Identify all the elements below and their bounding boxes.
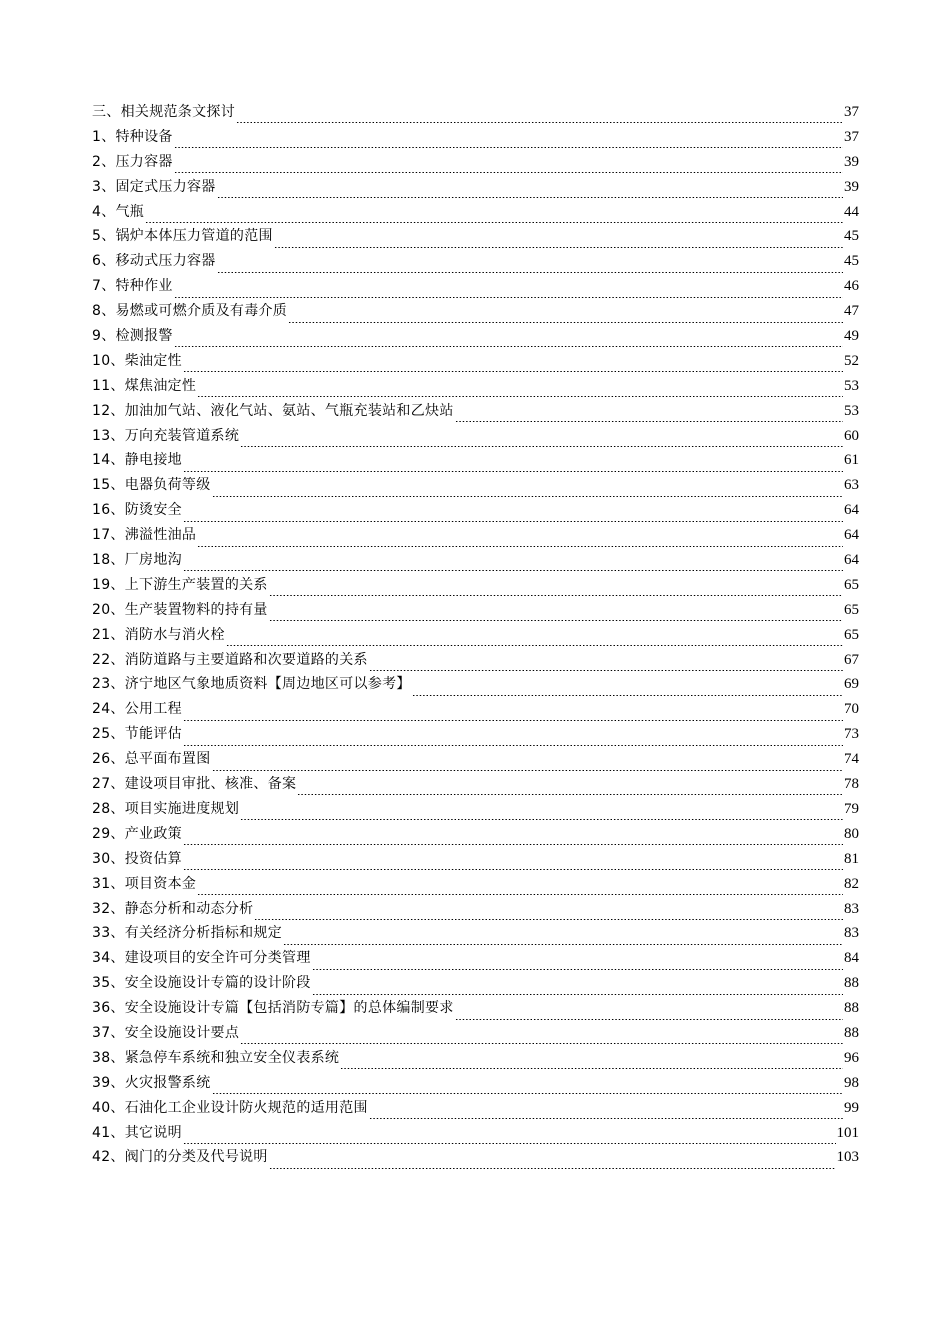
toc-entry-title: 2、压力容器 xyxy=(92,153,173,170)
toc-dot-leader xyxy=(183,708,843,722)
toc-entry-title: 12、加油加气站、液化气站、氨站、气瓶充装站和乙炔站 xyxy=(92,402,454,419)
toc-entry[interactable] xyxy=(92,648,859,673)
toc-entry[interactable] xyxy=(92,623,859,648)
toc-entry-page-number: 88 xyxy=(844,1024,859,1041)
toc-entry[interactable] xyxy=(92,847,859,872)
toc-entry-page-number: 81 xyxy=(844,850,859,867)
toc-entry-page-number: 88 xyxy=(844,975,859,992)
toc-entry-page-number: 78 xyxy=(844,776,859,793)
toc-dot-leader xyxy=(269,608,843,622)
toc-entry-title: 24、公用工程 xyxy=(92,701,182,718)
toc-entry-title: 15、电器负荷等级 xyxy=(92,477,211,494)
toc-dot-leader xyxy=(197,384,843,398)
toc-entry-page-number: 49 xyxy=(844,328,859,345)
toc-entry[interactable] xyxy=(92,1071,859,1096)
toc-entry-page-number: 53 xyxy=(844,377,859,394)
toc-dot-leader xyxy=(183,733,843,747)
toc-dot-leader xyxy=(455,409,843,423)
toc-entry-title: 31、项目资本金 xyxy=(92,875,197,892)
toc-dot-leader xyxy=(269,583,843,597)
toc-entry[interactable] xyxy=(92,548,859,573)
toc-entry-title: 9、检测报警 xyxy=(92,328,173,345)
toc-entry-title: 22、消防道路与主要道路和次要道路的关系 xyxy=(92,651,368,668)
toc-entry-page-number: 70 xyxy=(844,701,859,718)
toc-dot-leader xyxy=(283,932,843,946)
toc-dot-leader xyxy=(183,558,843,572)
toc-entry[interactable] xyxy=(92,523,859,548)
toc-entry-title: 三、相关规范条文探讨 xyxy=(92,104,235,120)
toc-entry-page-number: 45 xyxy=(844,228,859,245)
toc-dot-leader xyxy=(274,235,843,249)
toc-entry-title: 14、静电接地 xyxy=(92,452,182,469)
toc-entry[interactable] xyxy=(92,175,859,200)
toc-entry-page-number: 37 xyxy=(844,128,859,145)
toc-dot-leader xyxy=(174,135,843,149)
toc-entry-title: 38、紧急停车系统和独立安全仪表系统 xyxy=(92,1049,340,1066)
toc-entry-page-number: 65 xyxy=(844,601,859,618)
toc-entry-title: 7、特种作业 xyxy=(92,278,173,295)
toc-entry[interactable] xyxy=(92,374,859,399)
toc-entry-page-number: 96 xyxy=(844,1049,859,1066)
toc-entry-page-number: 64 xyxy=(844,527,859,544)
toc-entry[interactable] xyxy=(92,747,859,772)
toc-entry-title: 10、柴油定性 xyxy=(92,352,182,369)
toc-entry[interactable] xyxy=(92,872,859,897)
toc-entry[interactable] xyxy=(92,125,859,150)
toc-entry-page-number: 67 xyxy=(844,651,859,668)
toc-dot-leader xyxy=(412,683,843,697)
toc-dot-leader xyxy=(197,882,843,896)
toc-dot-leader xyxy=(269,1156,836,1170)
toc-entry-page-number: 46 xyxy=(844,278,859,295)
toc-dot-leader xyxy=(236,110,843,124)
toc-dot-leader xyxy=(183,459,843,473)
toc-entry-title: 1、特种设备 xyxy=(92,128,173,145)
toc-entry-title: 18、厂房地沟 xyxy=(92,552,182,569)
toc-dot-leader xyxy=(217,260,843,274)
toc-entry-page-number: 99 xyxy=(844,1099,859,1116)
toc-entry[interactable] xyxy=(92,573,859,598)
toc-entry-page-number: 69 xyxy=(844,676,859,693)
toc-entry-page-number: 39 xyxy=(844,153,859,170)
toc-entry-page-number: 61 xyxy=(844,452,859,469)
toc-dot-leader xyxy=(183,857,843,871)
toc-entry-page-number: 83 xyxy=(844,925,859,942)
toc-dot-leader xyxy=(212,1081,843,1095)
toc-entry[interactable] xyxy=(92,274,859,299)
toc-dot-leader xyxy=(183,832,843,846)
toc-entry-page-number: 82 xyxy=(844,875,859,892)
toc-entry-page-number: 64 xyxy=(844,552,859,569)
toc-entry-title: 39、火灾报警系统 xyxy=(92,1074,211,1091)
toc-entry[interactable] xyxy=(92,1096,859,1121)
toc-dot-leader xyxy=(226,633,843,647)
toc-entry-title: 5、锅炉本体压力管道的范围 xyxy=(92,228,273,245)
toc-dot-leader xyxy=(369,1106,843,1120)
toc-dot-leader xyxy=(174,160,843,174)
table-of-contents xyxy=(92,100,859,1170)
toc-entry-title: 42、阀门的分类及代号说明 xyxy=(92,1149,268,1166)
toc-dot-leader xyxy=(183,1131,836,1145)
toc-entry-title: 21、消防水与消火栓 xyxy=(92,626,225,643)
toc-entry[interactable] xyxy=(92,598,859,623)
toc-entry-page-number: 65 xyxy=(844,626,859,643)
toc-entry[interactable] xyxy=(92,249,859,274)
toc-entry-title: 37、安全设施设计要点 xyxy=(92,1024,240,1041)
toc-dot-leader xyxy=(340,1056,843,1070)
toc-entry[interactable] xyxy=(92,722,859,747)
toc-dot-leader xyxy=(174,334,843,348)
toc-entry[interactable] xyxy=(92,349,859,374)
toc-entry-page-number: 74 xyxy=(844,751,859,768)
toc-entry[interactable] xyxy=(92,1145,859,1170)
toc-entry-title: 23、济宁地区气象地质资料【周边地区可以参考】 xyxy=(92,676,411,693)
toc-entry-title: 41、其它说明 xyxy=(92,1124,182,1141)
toc-entry[interactable] xyxy=(92,1121,859,1146)
toc-entry-title: 6、移动式压力容器 xyxy=(92,253,216,270)
toc-entry[interactable] xyxy=(92,897,859,922)
toc-dot-leader xyxy=(240,434,843,448)
toc-entry[interactable] xyxy=(92,424,859,449)
toc-entry-title: 27、建设项目审批、核准、备案 xyxy=(92,776,297,793)
toc-entry[interactable] xyxy=(92,150,859,175)
toc-dot-leader xyxy=(240,1031,843,1045)
toc-entry-page-number: 47 xyxy=(844,303,859,320)
toc-dot-leader xyxy=(145,210,843,224)
toc-entry[interactable] xyxy=(92,473,859,498)
toc-entry-page-number: 98 xyxy=(844,1074,859,1091)
toc-entry[interactable] xyxy=(92,797,859,822)
toc-entry-title: 16、防烫安全 xyxy=(92,502,182,519)
toc-entry[interactable] xyxy=(92,946,859,971)
toc-entry[interactable] xyxy=(92,1046,859,1071)
toc-dot-leader xyxy=(183,359,843,373)
toc-dot-leader xyxy=(217,185,843,199)
toc-entry[interactable] xyxy=(92,921,859,946)
toc-entry-title: 32、静态分析和动态分析 xyxy=(92,900,254,917)
toc-entry[interactable] xyxy=(92,697,859,722)
toc-entry[interactable] xyxy=(92,299,859,324)
toc-entry-page-number: 79 xyxy=(844,800,859,817)
toc-entry[interactable] xyxy=(92,996,859,1021)
toc-entry-page-number: 37 xyxy=(844,104,859,120)
toc-entry-title: 3、固定式压力容器 xyxy=(92,178,216,195)
toc-entry-page-number: 45 xyxy=(844,253,859,270)
toc-dot-leader xyxy=(197,534,843,548)
toc-entry[interactable] xyxy=(92,324,859,349)
toc-entry-title: 4、气瓶 xyxy=(92,203,145,220)
toc-entry-page-number: 39 xyxy=(844,178,859,195)
toc-entry-title: 13、万向充装管道系统 xyxy=(92,427,240,444)
toc-entry-title: 40、石油化工企业设计防火规范的适用范围 xyxy=(92,1099,368,1116)
toc-dot-leader xyxy=(312,957,843,971)
toc-entry-title: 19、上下游生产装置的关系 xyxy=(92,576,268,593)
toc-entry[interactable] xyxy=(92,200,859,225)
toc-entry-title: 29、产业政策 xyxy=(92,825,182,842)
toc-dot-leader xyxy=(212,484,843,498)
toc-dot-leader xyxy=(455,1007,843,1021)
toc-entry-title: 36、安全设施设计专篇【包括消防专篇】的总体编制要求 xyxy=(92,1000,454,1017)
toc-entry-title: 17、沸溢性油品 xyxy=(92,527,197,544)
toc-entry-page-number: 101 xyxy=(836,1124,859,1141)
toc-entry-page-number: 60 xyxy=(844,427,859,444)
toc-entry-page-number: 44 xyxy=(844,203,859,220)
toc-entry-title: 30、投资估算 xyxy=(92,850,182,867)
toc-entry[interactable] xyxy=(92,448,859,473)
toc-entry-page-number: 73 xyxy=(844,726,859,743)
toc-dot-leader xyxy=(369,658,843,672)
toc-entry[interactable] xyxy=(92,971,859,996)
toc-entry[interactable] xyxy=(92,100,859,125)
toc-entry-page-number: 63 xyxy=(844,477,859,494)
toc-entry[interactable] xyxy=(92,224,859,249)
toc-entry-page-number: 80 xyxy=(844,825,859,842)
toc-dot-leader xyxy=(297,782,843,796)
toc-entry-title: 34、建设项目的安全许可分类管理 xyxy=(92,950,311,967)
toc-entry-title: 11、煤焦油定性 xyxy=(92,377,197,394)
toc-dot-leader xyxy=(288,310,843,324)
toc-entry[interactable] xyxy=(92,672,859,697)
toc-dot-leader xyxy=(312,982,843,996)
toc-entry[interactable] xyxy=(92,1021,859,1046)
toc-entry-page-number: 83 xyxy=(844,900,859,917)
toc-dot-leader xyxy=(212,758,843,772)
toc-entry-page-number: 52 xyxy=(844,352,859,369)
toc-dot-leader xyxy=(254,907,843,921)
toc-entry-title: 35、安全设施设计专篇的设计阶段 xyxy=(92,975,311,992)
toc-entry-title: 33、有关经济分析指标和规定 xyxy=(92,925,283,942)
toc-entry-page-number: 53 xyxy=(844,402,859,419)
toc-entry-title: 25、节能评估 xyxy=(92,726,182,743)
toc-entry-page-number: 84 xyxy=(844,950,859,967)
toc-entry-page-number: 65 xyxy=(844,576,859,593)
toc-entry-title: 8、易燃或可燃介质及有毒介质 xyxy=(92,303,288,320)
toc-entry-title: 26、总平面布置图 xyxy=(92,751,211,768)
toc-entry[interactable] xyxy=(92,498,859,523)
toc-entry-page-number: 103 xyxy=(836,1149,859,1166)
toc-entry[interactable] xyxy=(92,772,859,797)
toc-entry[interactable] xyxy=(92,822,859,847)
toc-entry[interactable] xyxy=(92,399,859,424)
toc-dot-leader xyxy=(183,509,843,523)
toc-entry-title: 28、项目实施进度规划 xyxy=(92,800,240,817)
toc-entry-title: 20、生产装置物料的持有量 xyxy=(92,601,268,618)
toc-entry-page-number: 64 xyxy=(844,502,859,519)
toc-dot-leader xyxy=(240,807,843,821)
toc-dot-leader xyxy=(174,285,843,299)
toc-entry-page-number: 88 xyxy=(844,1000,859,1017)
